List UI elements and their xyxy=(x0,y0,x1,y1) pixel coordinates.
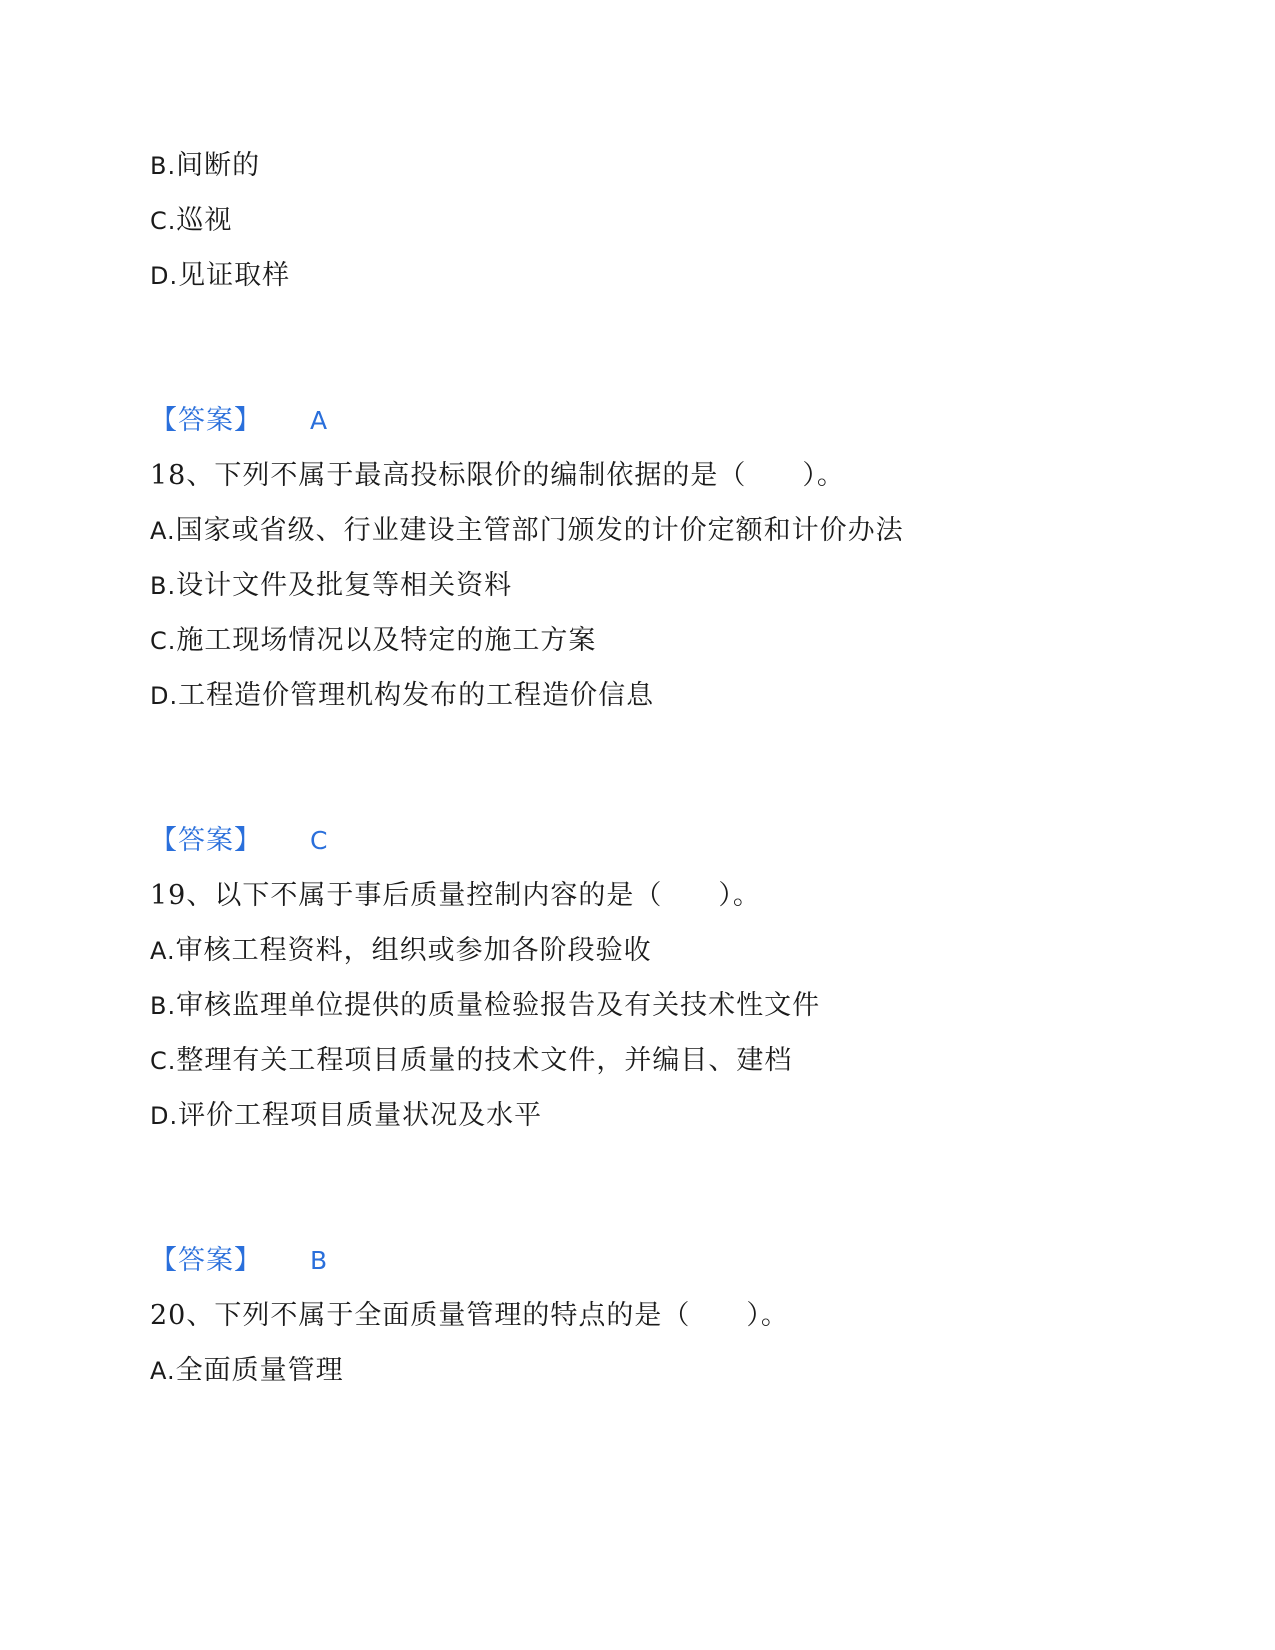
question-18: 18、下列不属于最高投标限价的编制依据的是（ ）。 xyxy=(150,460,845,491)
question-20: 20、下列不属于全面质量管理的特点的是（ ）。 xyxy=(150,1300,789,1331)
option-prefix: C. xyxy=(150,1047,177,1075)
option-d xyxy=(150,258,290,294)
option-c xyxy=(150,203,232,239)
option-text: 审核工程资料，组织或参加各阶段验收 xyxy=(175,935,652,966)
option-text: 国家或省级、行业建设主管部门颁发的计价定额和计价办法 xyxy=(175,515,904,546)
option-prefix: A. xyxy=(150,1357,176,1385)
option-prefix: A. xyxy=(150,937,176,965)
answer-value: C xyxy=(310,826,329,855)
option-prefix: C. xyxy=(150,627,177,655)
option-prefix: B. xyxy=(150,152,177,180)
q18-option-d xyxy=(150,678,654,714)
answer-row xyxy=(150,403,328,439)
option-text: 工程造价管理机构发布的工程造价信息 xyxy=(178,680,655,711)
option-text: 评价工程项目质量状况及水平 xyxy=(178,1100,543,1131)
q19-option-a xyxy=(150,933,652,969)
question-19: 19、以下不属于事后质量控制内容的是（ ）。 xyxy=(150,880,761,911)
option-prefix: C. xyxy=(150,207,177,235)
answer-row xyxy=(150,1243,328,1279)
answer-value: B xyxy=(310,1246,329,1275)
option-prefix: D. xyxy=(150,1102,179,1130)
answer-label: 【答案】 xyxy=(150,405,262,436)
option-text: 整理有关工程项目质量的技术文件，并编目、建档 xyxy=(176,1045,793,1076)
answer-label: 【答案】 xyxy=(150,825,262,856)
option-prefix: B. xyxy=(150,992,177,1020)
option-prefix: D. xyxy=(150,262,179,290)
option-text: 审核监理单位提供的质量检验报告及有关技术性文件 xyxy=(176,990,821,1021)
q18-option-a xyxy=(150,513,904,549)
option-text: 间断的 xyxy=(176,150,261,181)
q20-option-a xyxy=(150,1353,344,1389)
q19-option-b xyxy=(150,988,820,1024)
option-prefix: B. xyxy=(150,572,177,600)
option-text: 见证取样 xyxy=(178,260,291,291)
option-text: 全面质量管理 xyxy=(175,1355,344,1386)
option-text: 施工现场情况以及特定的施工方案 xyxy=(176,625,597,656)
q19-option-c xyxy=(150,1043,792,1079)
option-prefix: D. xyxy=(150,682,179,710)
answer-value: A xyxy=(310,406,329,435)
answer-label: 【答案】 xyxy=(150,1245,262,1276)
answer-row xyxy=(150,823,328,859)
q19-option-d xyxy=(150,1098,542,1134)
option-text: 设计文件及批复等相关资料 xyxy=(176,570,513,601)
option-b xyxy=(150,148,260,184)
q18-option-c xyxy=(150,623,596,659)
option-text: 巡视 xyxy=(176,205,233,236)
q18-option-b xyxy=(150,568,512,604)
option-prefix: A. xyxy=(150,517,176,545)
